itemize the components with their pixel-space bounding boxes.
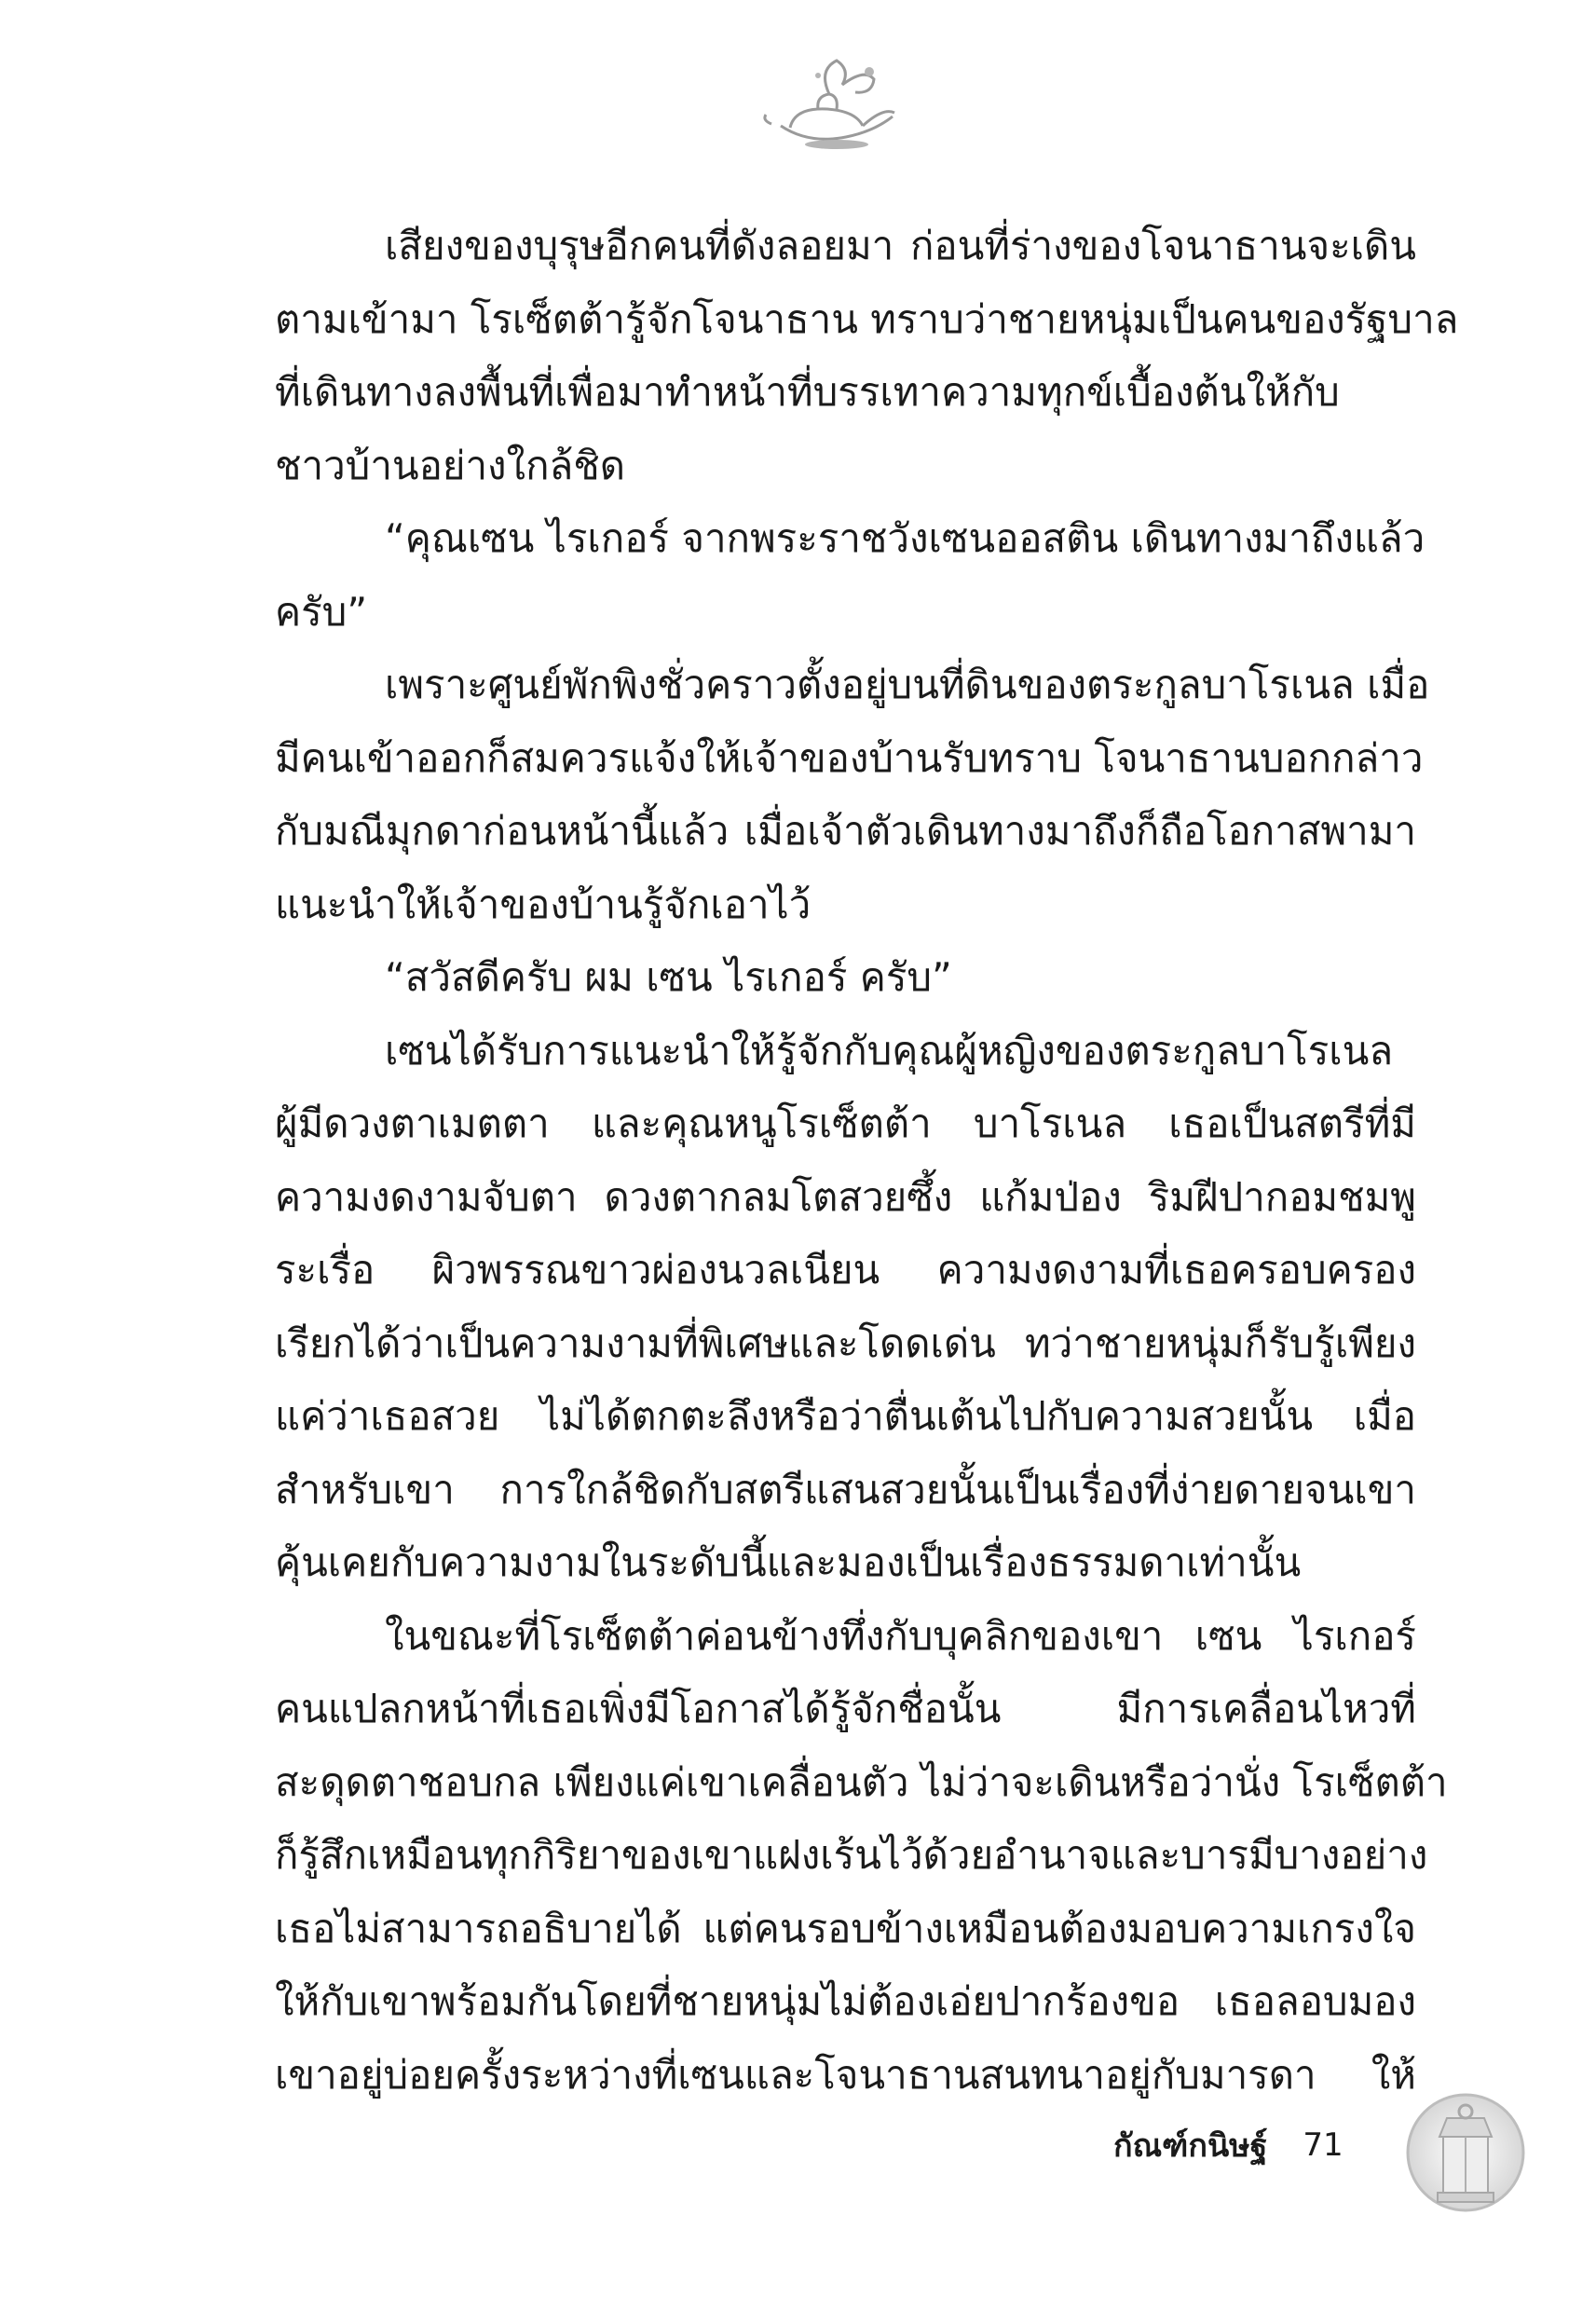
text-line: เพราะศูนย์พักพิงชั่วคราวตั้งอยู่บนที่ดินของตระกูลบาโรเนล เมื่อ xyxy=(385,662,1430,707)
text-line: เสียงของบุรุษอีกคนที่ดังลอยมา ก่อนที่ร่างของโจนาธานจะเดิน xyxy=(385,223,1416,268)
text-line: สะดุดตาชอบกล เพียงแค่เขาเคลื่อนตัว ไม่ว่าจะเดินหรือว่านั่ง โรเซ็ตต้า xyxy=(275,1758,1448,1805)
text-line: เรียกได้ว่าเป็นความงามที่พิเศษและโดดเด่น ทว่าชายหนุ่มก็รับรู้เพียง xyxy=(275,1320,1416,1366)
text-line: ครับ” xyxy=(275,588,368,635)
text-line: “คุณเซน ไรเกอร์ จากพระราชวังเซนออสติน เดินทางมาถึงแล้ว xyxy=(385,515,1425,561)
text-line: แนะนำให้เจ้าของบ้านรู้จักเอาไว้ xyxy=(275,881,812,927)
text-line: เซนได้รับการแนะนำให้รู้จักกับคุณผู้หญิงของตระกูลบาโรเนล xyxy=(385,1027,1394,1073)
text-line: ชาวบ้านอย่างใกล้ชิด xyxy=(275,442,626,488)
page-number: 71 xyxy=(1303,2126,1344,2164)
running-title: กัณฑ์กนิษฐ์ xyxy=(1113,2127,1268,2165)
text-line: ที่เดินทางลงพื้นที่เพื่อมาทำหน้าที่บรรเทาความทุกข์เบื้องต้นให้กับ xyxy=(275,369,1340,415)
text-line: มีคนเข้าออกก็สมควรแจ้งให้เจ้าของบ้านรับทราบ โจนาธานบอกกล่าว xyxy=(275,734,1424,781)
text-line: ผู้มีดวงตาเมตตา และคุณหนูโรเซ็ตต้า บาโรเนล เธอเป็นสตรีที่มี xyxy=(275,1101,1416,1146)
page-footer xyxy=(1113,2117,1344,2173)
lantern-ornament-icon xyxy=(1400,2067,1531,2235)
text-line: คุ้นเคยกับความงามในระดับนี้และมองเป็นเรื่องธรรมดาเท่านั้น xyxy=(275,1539,1302,1585)
body-text xyxy=(275,210,1459,2112)
text-line: ให้กับเขาพร้อมกันโดยที่ชายหนุ่มไม่ต้องเอ่ยปากร้องขอ เธอลอบมอง xyxy=(275,1978,1416,2024)
text-line: เธอไม่สามารถอธิบายได้ แต่คนรอบข้างเหมือนต้องมอบความเกรงใจ xyxy=(275,1905,1416,1951)
text-line: เขาอยู่บ่อยครั้งระหว่างที่เซนและโจนาธานสนทนาอยู่กับมารดา ให้ xyxy=(275,2051,1416,2098)
text-line: กับมณีมุกดาก่อนหน้านี้แล้ว เมื่อเจ้าตัวเดินทางมาถึงก็ถือโอกาสพามา xyxy=(275,808,1416,854)
text-line: สำหรับเขา การใกล้ชิดกับสตรีแสนสวยนั้นเป็นเรื่องที่ง่ายดายจนเขา xyxy=(275,1466,1416,1512)
text-line: “สวัสดีครับ ผม เซน ไรเกอร์ ครับ” xyxy=(385,954,952,1000)
magic-lamp-ornament-icon xyxy=(753,51,911,154)
text-line: ในขณะที่โรเซ็ตต้าค่อนข้างทึ่งกับบุคลิกของเขา เซน ไรเกอร์ xyxy=(385,1612,1416,1659)
text-line: คนแปลกหน้าที่เธอเพิ่งมีโอกาสได้รู้จักชื่อนั้น มีการเคลื่อนไหวที่ xyxy=(275,1686,1416,1731)
text-line: ความงดงามจับตา ดวงตากลมโตสวยซึ้ง แก้มป่อง ริมฝีปากอมชมพู xyxy=(275,1173,1416,1220)
text-line: แค่ว่าเธอสวย ไม่ได้ตกตะลึงหรือว่าตื่นเต้นไปกับความสวยนั้น เมื่อ xyxy=(275,1393,1416,1439)
text-line: ก็รู้สึกเหมือนทุกกิริยาของเขาแฝงเร้นไว้ด้วยอำนาจและบารมีบางอย่าง xyxy=(275,1832,1428,1878)
text-line: ตามเข้ามา โรเซ็ตต้ารู้จักโจนาธาน ทราบว่าชายหนุ่มเป็นคนของรัฐบาล xyxy=(275,295,1459,342)
text-line: ระเรื่อ ผิวพรรณขาวผ่องนวลเนียน ความงดงามที่เธอครอบครอง xyxy=(275,1247,1416,1292)
